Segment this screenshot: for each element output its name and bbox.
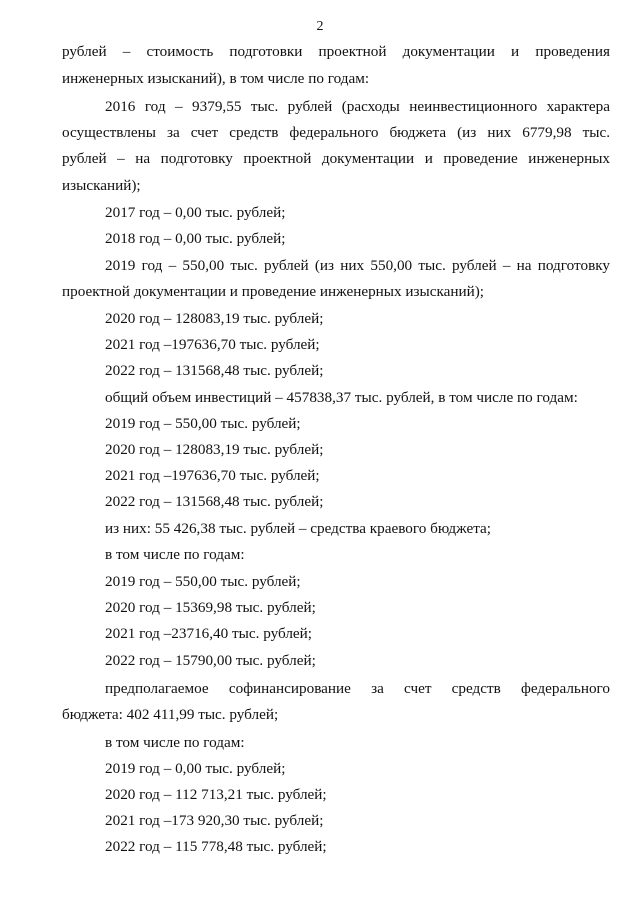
text-line: инженерных изысканий), в том числе по годам: [62, 70, 370, 87]
text-line: 2019 год – 550,00 тыс. рублей; [105, 415, 301, 432]
text-line: 2021 год –173 920,30 тыс. рублей; [105, 812, 324, 829]
text-line: 2022 год – 115 778,48 тыс. рублей; [105, 838, 327, 855]
text-line: в том числе по годам: [105, 734, 245, 751]
text-line: в том числе по годам: [105, 546, 245, 563]
text-line: 2020 год – 15369,98 тыс. рублей; [105, 599, 316, 616]
text-line: 2019 год – 0,00 тыс. рублей; [105, 760, 286, 777]
text-line: из них: 55 426,38 тыс. рублей – средства краевого бюджета; [105, 520, 491, 537]
text-line: 2020 год – 128083,19 тыс. рублей; [105, 310, 324, 327]
text-line: 2018 год – 0,00 тыс. рублей; [105, 230, 286, 247]
page-number: 2 [316, 19, 324, 34]
text-line: 2021 год –197636,70 тыс. рублей; [105, 467, 320, 484]
text-line: бюджета: 402 411,99 тыс. рублей; [62, 706, 279, 723]
text-line: осуществлены за счет средств федерального бюджета (из них 6779,98 тыс. [62, 124, 610, 141]
text-line: 2017 год – 0,00 тыс. рублей; [105, 204, 286, 221]
text-line: рублей – стоимость подготовки проектной документации и проведения [62, 43, 610, 60]
text-line: 2022 год – 131568,48 тыс. рублей; [105, 362, 324, 379]
text-line: проектной документации и проведение инженерных изысканий); [62, 283, 485, 300]
text-line: 2020 год – 128083,19 тыс. рублей; [105, 441, 324, 458]
text-line: 2019 год – 550,00 тыс. рублей (из них 550,00 тыс. рублей – на подготовку [105, 257, 610, 274]
text-line: 2021 год –23716,40 тыс. рублей; [105, 625, 313, 642]
text-line: 2022 год – 131568,48 тыс. рублей; [105, 493, 324, 510]
text-line: изысканий); [62, 177, 141, 194]
text-line: 2016 год – 9379,55 тыс. рублей (расходы неинвестиционного характера [105, 98, 610, 115]
text-line: общий объем инвестиций – 457838,37 тыс. рублей, в том числе по годам: [105, 389, 578, 406]
text-line: 2019 год – 550,00 тыс. рублей; [105, 573, 301, 590]
text-line: 2022 год – 15790,00 тыс. рублей; [105, 652, 316, 669]
text-line: предполагаемое софинансирование за счет средств федерального [105, 680, 610, 697]
text-line: 2021 год –197636,70 тыс. рублей; [105, 336, 320, 353]
text-line: рублей – на подготовку проектной документации и проведение инженерных [62, 150, 610, 167]
text-line: 2020 год – 112 713,21 тыс. рублей; [105, 786, 327, 803]
